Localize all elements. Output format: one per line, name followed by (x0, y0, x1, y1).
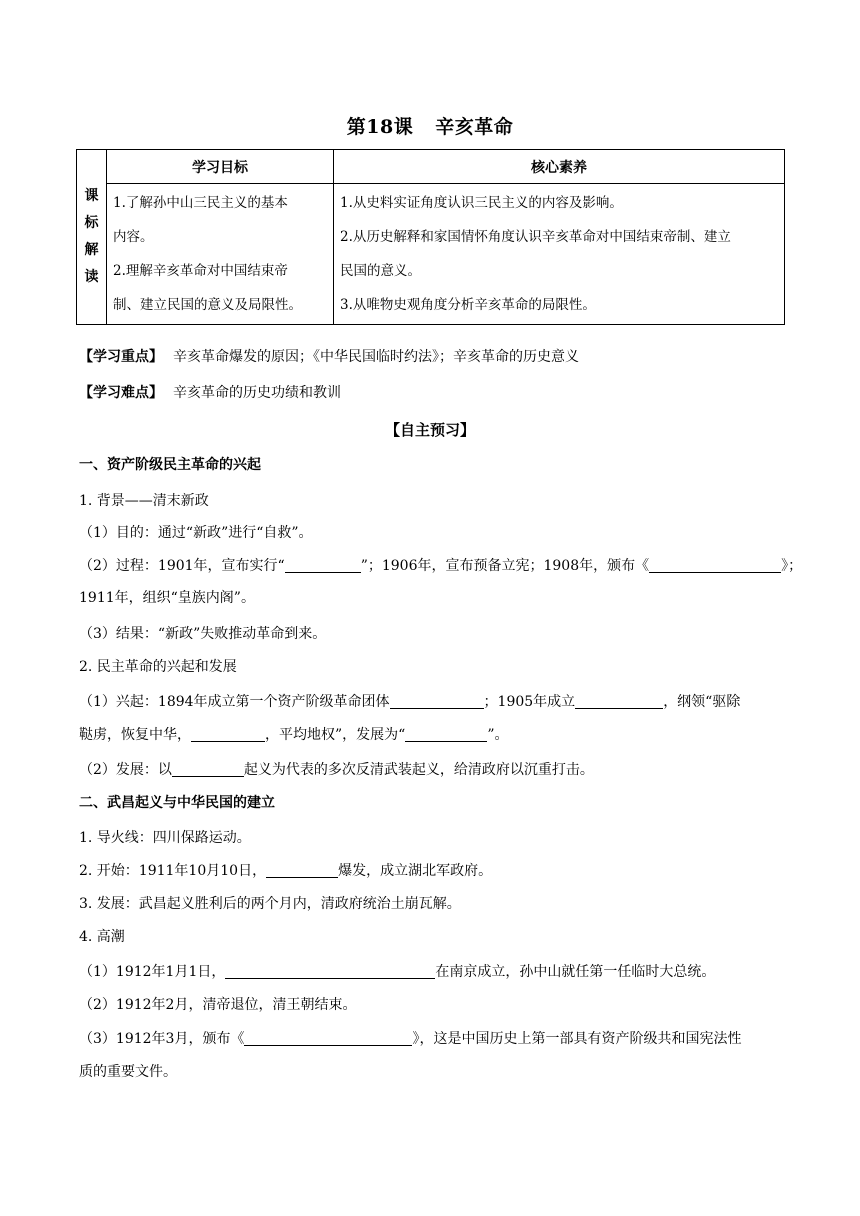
part1-item2-1: （1）兴起：1894年成立第一个资产阶级革命团体 ；1905年成立 ，纲领“驱除 (79, 694, 741, 710)
header-literacy: 核心素养 (334, 150, 785, 184)
part1-item2-1-cont: 鞑虏，恢复中华， ，平均地权”，发展为“ ”。 (79, 727, 509, 743)
literacy-cell: 1.从史料实证角度认识三民主义的内容及影响。 2.从历史解释和家国情怀角度认识辛亥革命对中国结束帝制、建立 民国的意义。 3.从唯物史观角度分析辛亥革命的局限性。 (334, 184, 785, 325)
part2-item4-3: （3）1912年3月，颁布《 》，这是中国历史上第一部具有资产阶级共和国宪法性 (79, 1031, 742, 1047)
blank-provisional-constitution[interactable] (244, 1029, 412, 1046)
part2-item4-1: （1）1912年1月1日， 在南京成立，孙中山就任第一任临时大总统。 (79, 964, 716, 980)
page-title (0, 112, 860, 139)
part2-item2: 2. 开始：1911年10月10日， 爆发，成立湖北军政府。 (79, 863, 493, 879)
blank-republic[interactable] (225, 962, 435, 979)
blank-first-group[interactable] (390, 692, 484, 709)
blank-wuchang[interactable] (266, 861, 338, 878)
part1-item1-2: （2）过程：1901年，宣布实行“ ”；1906年，宣布预备立宪；1908年，颁布《 》； (79, 558, 803, 574)
part2-heading: 二、武昌起义与中华民国的建立 (79, 795, 275, 811)
lesson-name: 辛亥革命 (435, 116, 514, 138)
difficult-points: 【学习难点】 辛亥革命的历史功绩和教训 (79, 385, 341, 401)
part2-item4: 4. 高潮 (79, 929, 125, 945)
part1-heading: 一、资产阶级民主革命的兴起 (79, 457, 261, 473)
blank-constitution-outline[interactable] (649, 556, 781, 573)
blank-uprising[interactable] (172, 760, 244, 777)
part2-item3: 3. 发展：武昌起义胜利后的两个月内，清政府统治土崩瓦解。 (79, 896, 461, 912)
part2-item4-2: （2）1912年2月，清帝退位，清王朝结束。 (79, 997, 357, 1013)
lesson-number: 第18课 (346, 116, 414, 138)
goals-cell: 1.了解孙中山三民主义的基本 内容。 2.理解辛亥革命对中国结束帝 制、建立民国的意义及局限性。 (107, 184, 334, 325)
part1-item1: 1. 背景——清末新政 (79, 493, 209, 509)
part2-item1: 1. 导火线：四川保路运动。 (79, 830, 251, 846)
side-label: 课 标 解 读 (77, 150, 107, 325)
header-goals: 学习目标 (107, 150, 334, 184)
objectives-table (76, 149, 785, 325)
blank-program[interactable] (191, 725, 265, 742)
key-points: 【学习重点】 辛亥革命爆发的原因；《中华民国临时约法》；辛亥革命的历史意义 (79, 349, 579, 365)
blank-three-principles[interactable] (405, 725, 487, 742)
part1-item1-2-cont: 1911年，组织“皇族内阁”。 (79, 590, 255, 606)
section-title: 【自主预习】 (384, 421, 475, 439)
blank-league[interactable] (575, 692, 663, 709)
part1-item1-3: （3）结果：“新政”失败推动革命到来。 (79, 626, 327, 642)
part1-item2-2: （2）发展：以 起义为代表的多次反清武装起义，给清政府以沉重打击。 (79, 762, 594, 778)
part1-item2: 2. 民主革命的兴起和发展 (79, 659, 237, 675)
part2-item4-3-cont: 质的重要文件。 (79, 1064, 177, 1080)
blank-new-policy[interactable] (285, 556, 361, 573)
part1-item1-1: （1）目的：通过“新政”进行“自救”。 (79, 525, 313, 541)
